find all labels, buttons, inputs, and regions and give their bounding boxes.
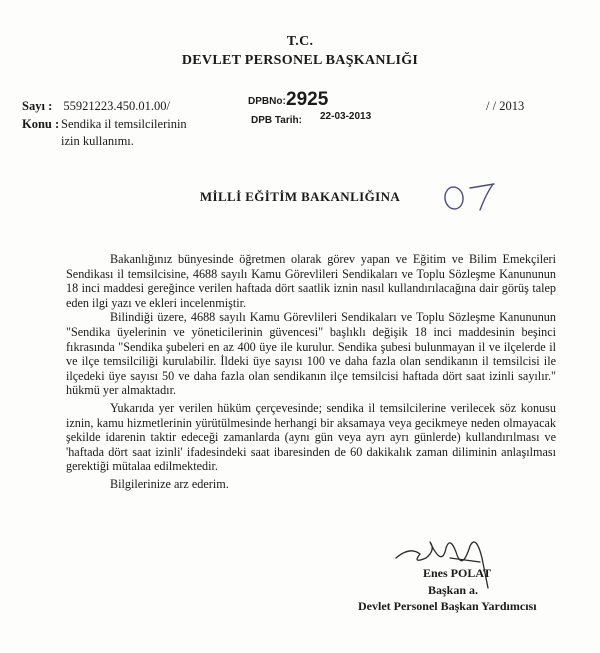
signatory-title-2: Devlet Personel Başkan Yardımcısı [358, 599, 537, 613]
sayi-row: Sayı : 55921223.450.01.00/ [22, 99, 170, 113]
document-date: / / 2013 [486, 99, 525, 113]
sayi-label: Sayı [22, 99, 45, 113]
paragraph-4: Bilgilerinize arz ederim. [110, 476, 229, 491]
signatory-name: Enes POLAT [423, 566, 492, 580]
header-tc: T.C. [286, 34, 314, 49]
sayi-value: 55921223.450.01.00/ [63, 99, 170, 113]
stamp-no-value: 2925 [286, 89, 329, 110]
konu-value-1: Sendika il temsilcilerinin [61, 117, 187, 131]
paragraph-3: Yukarıda yer verilen hüküm çerçevesinde; sendika il temsilcilerine verilecek söz konusu iznin, kamu hizmetlerinin yürütülmesinde herhangi bir aksamaya veya gecikmeye neden olmayacak şekilde idarenin taktir edeceği zamanlarda (aynı gün veya ayrı ayrı günlerde) kullandırılması ve 'haftada dört saat izinli' ifadesindeki saat ibaresinden de 60 dakikalık zaman diliminin anlaşılması gerektiği mütalaa edilmektedir. [66, 400, 556, 474]
stamp-no-label: DPBNo: [248, 96, 286, 107]
addressee: MİLLİ EĞİTİM BAKANLIĞINA [199, 189, 401, 204]
stamp-date-value: 22-03-2013 [320, 111, 372, 122]
paragraph-2: Bilindiği üzere, 4688 sayılı Kamu Görevlileri Sendikaları ve Toplu Sözleşme Kanununun "Sendika üyelerinin ve yöneticilerinin güvencesi" başlıklı değişik 18 inci maddesinin beşinci fıkrasında "Sendika şubeleri en az 400 üye ile kurulur. Sendika şubesi bulunmayan il ve ilçelerde il ve ilçe temsilciliği kurulabilir. İldeki üye sayısı 100 ve daha fazla olan sendikanın il temsilcisi ile ilçedeki üye sayısı 50 ve daha fazla olan sendikanın ilçe temsilcisi haftada dört saat izinli sayılır." hükmü yer almaktadır. [66, 310, 556, 398]
stamp-date-label: DPB Tarih: [251, 115, 302, 126]
paragraph-1: Bakanlığınız bünyesinde öğretmen olarak görev yapan ve Eğitim ve Bilim Emekçileri Sendikası il temsilcisine, 4688 sayılı Kamu Görevlileri Sendikaları ve Toplu Sözleşme Kanununun 18 inci maddesi gereğince verilen haftada dört saatlik iznin nasıl kullandırılacağına dair görüş talep eden ilgi yazı ve ekleri incelenmiştir. [66, 252, 556, 310]
konu-label: Konu [22, 117, 52, 131]
signatory-title-1: Başkan a. [428, 583, 479, 597]
letter-body [66, 252, 556, 492]
konu-row: Konu : [22, 117, 60, 131]
konu-value-2: izin kullanımı. [61, 134, 134, 148]
header-institution: DEVLET PERSONEL BAŞKANLIĞI [181, 53, 419, 68]
